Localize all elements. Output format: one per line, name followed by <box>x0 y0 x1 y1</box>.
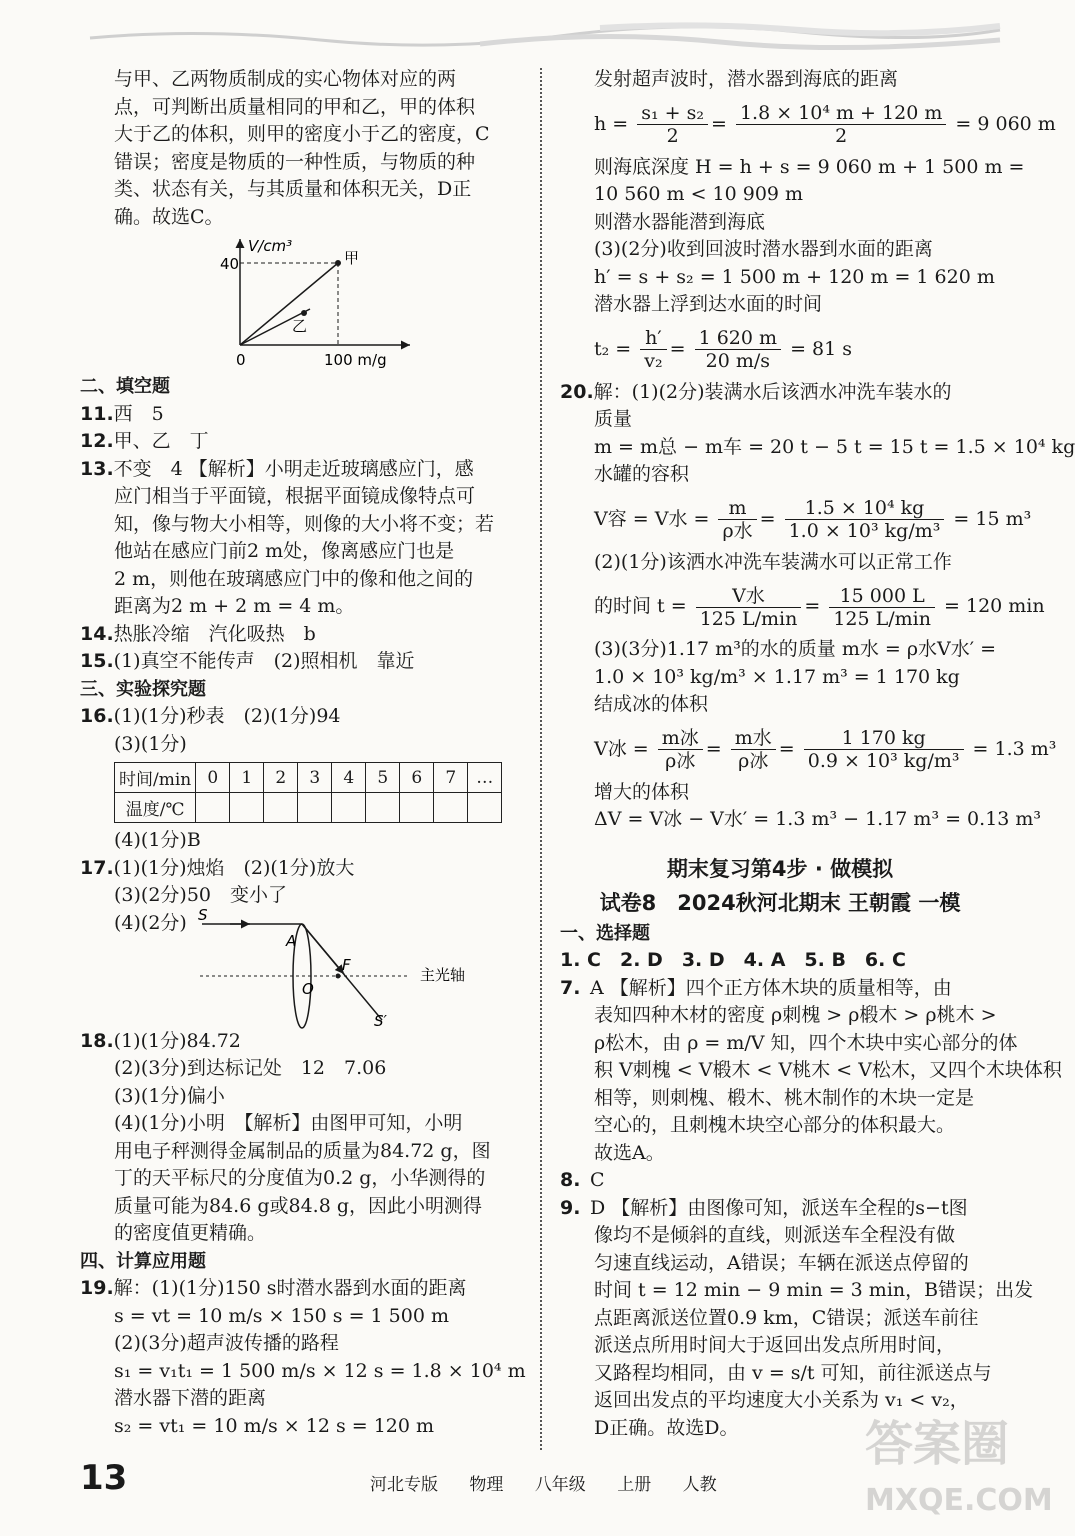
fraction-denominator: ρ冰 <box>665 750 696 772</box>
q7-line: 故选A。 <box>594 1141 665 1164</box>
table-cell <box>468 793 502 823</box>
footer-info <box>370 1470 743 1495</box>
q20-line: 水罐的容积 <box>594 463 690 485</box>
q19-line: s₁ = v₁t₁ = 1 500 m/s × 12 s = 1.8 × 10⁴ m <box>114 1359 526 1382</box>
fraction <box>695 327 781 372</box>
q20-line: (2)(1分)该洒水冲洗车装满水可以正常工作 <box>594 550 952 573</box>
q20-line: 质量 <box>594 408 633 430</box>
q11-number: 11. <box>80 402 114 425</box>
q7-number: 7. <box>560 976 581 999</box>
q13-line: 他站在感应门前2 m处，像离感应门也是 <box>114 540 455 562</box>
q20-line: 1.0 × 10³ kg/m³ × 1.17 m³ = 1 170 kg <box>594 665 960 688</box>
q20-line: m = m总 − m车 = 20 t − 5 t = 15 t = 1.5 × 10⁴ kg <box>594 435 1075 458</box>
q9-line: 派送点所用时间大于返回出发点所用时间， <box>594 1334 956 1356</box>
q14-number: 14. <box>80 622 114 645</box>
formula-rhs: = 15 m³ <box>953 507 1032 530</box>
q19-cont-line: h′ = s + s₂ = 1 500 m + 120 m = 1 620 m <box>594 265 995 288</box>
fraction <box>640 327 666 372</box>
top-decoration <box>0 0 1047 60</box>
footer-volume: 上册 <box>617 1475 652 1495</box>
q9-number: 9. <box>560 1196 581 1219</box>
fraction <box>658 727 703 772</box>
formula-volume: V容 = V水 = $\frac{m}{\text{ρ水}}$ = $\frac{\text{1.5 × 10⁴ kg}}{\text{1.0 × 10³ kg/m³}}$ = 15 m³ <box>594 497 1032 542</box>
fraction-numerator: m <box>718 497 756 520</box>
q13-line: 2 m，则他在玻璃感应门中的像和他之间的 <box>114 567 474 590</box>
q16-line: (4)(1分)B <box>114 829 201 851</box>
q7-line: 积 V刺槐 < V椴木 < V桃木 < V松木，又四个木块体积 <box>594 1059 1062 1081</box>
q18-line: (4)(1分)小明 【解析】由图甲可知，小明 <box>114 1112 463 1134</box>
table-cell: 7 <box>434 763 468 793</box>
q11-answer: 西 5 <box>113 402 164 425</box>
q7-line: 空心的，且刺槐木块空心部分的体积最大。 <box>594 1114 956 1136</box>
section-title-choice: 一、选择题 <box>560 922 650 944</box>
formula-time: t₂ = $\frac{h'}{\text{v₂}}$ = $\frac{1 620 m}{20 m/s}$ = 81 s <box>594 327 853 372</box>
q20-line: 增大的体积 <box>594 780 690 803</box>
left-column <box>80 66 526 1440</box>
q19-number: 19. <box>80 1277 114 1299</box>
q13-line: 不变 4 【解析】小明走近玻璃感应门，感 <box>113 457 474 480</box>
formula-lhs: V冰 = <box>594 737 649 760</box>
formula-rhs: = 120 min <box>944 595 1045 617</box>
q19-line: s₂ = vt₁ = 10 m/s × 12 s = 120 m <box>114 1414 435 1437</box>
fraction-numerator: m冰 <box>658 727 703 750</box>
q9-line: D正确。故选D。 <box>594 1416 739 1439</box>
q19-cont-line: (3)(2分)收到回波时潜水器到水面的距离 <box>594 238 933 260</box>
q7-line: ρ松木，由 ρ = m/V 知，四个木块中实心部分的体 <box>594 1031 1018 1054</box>
table-cell: 5 <box>366 763 400 793</box>
q20-number: 20. <box>560 380 594 403</box>
fraction-denominator: 20 m/s <box>705 350 771 372</box>
fraction <box>731 727 776 772</box>
graph-ytick: 40 <box>220 255 240 273</box>
diagram-label-s: S <box>198 905 208 924</box>
fraction <box>829 585 935 630</box>
q20-line: 结成冰的体积 <box>594 693 709 715</box>
q16-number: 16. <box>80 705 114 727</box>
table-cell: 3 <box>298 763 332 793</box>
fraction-numerator: 15 000 L <box>829 585 935 608</box>
q16-line: (3)(1分) <box>114 732 187 755</box>
fraction-numerator: 1.8 × 10⁴ m + 120 m <box>736 102 946 125</box>
diagram-label-o: O <box>302 979 314 998</box>
q18-line: 质量可能为84.6 g或84.8 g，因此小明测得 <box>114 1194 483 1217</box>
watermark-url: MXQE.COM <box>865 1483 1053 1518</box>
fraction-numerator: h′ <box>640 327 666 350</box>
mc-answers: 1. C 2. D 3. D 4. A 5. B 6. C <box>560 949 906 971</box>
graph-origin: 0 <box>236 351 246 369</box>
fraction <box>637 102 708 147</box>
section-title-calculation: 四、计算应用题 <box>80 1250 206 1272</box>
page-number: 13 <box>80 1458 128 1498</box>
q17-line: (1)(1分)烛焰 (2)(1分)放大 <box>113 856 355 879</box>
fraction <box>804 727 964 772</box>
fraction-numerator: m水 <box>731 727 776 750</box>
q19-cont-line: 发射超声波时，潜水器到海底的距离 <box>594 68 899 90</box>
graph-xlabel: 100 m/g <box>324 351 387 369</box>
q19-cont-line: 则海底深度 H = h + s = 9 060 m + 1 500 m = <box>594 155 1025 178</box>
q13-line: 知，像与物大小相等，则像的大小将不变；若 <box>114 512 495 535</box>
table-cell <box>196 793 230 823</box>
intro-line: 确。故选C。 <box>114 205 224 228</box>
q19-line: 解：(1)(1分)150 s时潜水器到水面的距离 <box>113 1277 467 1299</box>
q17-number: 17. <box>80 856 114 879</box>
q18-line: (3)(1分)偏小 <box>114 1084 225 1107</box>
graph-label-yi: 乙 <box>292 317 308 335</box>
q12-number: 12. <box>80 430 114 452</box>
q18-number: 18. <box>80 1029 114 1052</box>
fraction-denominator: v₂ <box>644 350 663 372</box>
watermark-text: 答案圈 <box>865 1416 1010 1472</box>
q18-line: 的密度值更精确。 <box>114 1222 267 1244</box>
diagram-label-a: A <box>286 931 297 950</box>
fraction <box>718 497 756 542</box>
formula-work-time: 的时间 t = $\frac{\text{V水}}{125 L/\min}$ = $\frac{15 000 L}{125 L/\min}$ = 120 min <box>594 584 1045 630</box>
formula-lhs: V容 = V水 = <box>594 507 710 530</box>
q15-number: 15. <box>80 650 114 672</box>
intro-line: 类、状态有关，与其质量和体积无关，D正 <box>114 178 472 200</box>
formula-lhs: t₂ = <box>594 337 632 360</box>
q17-line: (3)(2分)50 变小了 <box>114 884 288 906</box>
table-cell: … <box>468 763 502 793</box>
formula-lhs: 的时间 t = <box>594 595 687 617</box>
q18-line: 丁的天平标尺的分度值为0.2 g，小华测得的 <box>114 1167 486 1189</box>
graph-label-jia: 甲 <box>344 249 360 267</box>
q16-line: (1)(1分)秒表 (2)(1分)94 <box>113 705 341 727</box>
fraction-numerator: 1 170 kg <box>804 727 964 750</box>
fraction-numerator: 1.5 × 10⁴ kg <box>785 497 945 520</box>
right-column <box>560 66 1075 1442</box>
formula-lhs: h = <box>594 112 629 135</box>
table-cell: 2 <box>264 763 298 793</box>
fraction-denominator: 125 L/min <box>699 607 798 630</box>
fraction-denominator: 0.9 × 10³ kg/m³ <box>807 750 960 772</box>
q7-line: 相等，则刺槐、椴木、桃木制作的木块一定是 <box>594 1086 975 1109</box>
fraction-numerator: V水 <box>696 585 802 608</box>
q18-line: 用电子秤测得金属制品的质量为84.72 g，图 <box>114 1139 491 1162</box>
lens-diagram <box>80 905 500 1030</box>
data-table <box>114 762 502 823</box>
q19-cont-line: 10 560 m < 10 909 m <box>594 183 804 205</box>
q9-line: 又路程均相同，由 v = s/t 可知，前往派送点与 <box>594 1361 992 1384</box>
table-cell <box>434 793 468 823</box>
graph-ylabel: V/cm³ <box>248 237 293 255</box>
formula-rhs: = 1.3 m³ <box>972 737 1057 760</box>
fraction-denominator: ρ水 <box>722 520 753 542</box>
q8-number: 8. <box>560 1169 581 1191</box>
table-cell <box>400 793 434 823</box>
chapter-heading: 期末复习第4步 · 做模拟 <box>666 856 894 881</box>
q20-line: 解：(1)(2分)装满水后该洒水冲洗车装水的 <box>593 380 952 403</box>
q13-line: 距离为2 m + 2 m = 4 m。 <box>114 595 355 617</box>
fraction-numerator: s₁ + s₂ <box>637 102 708 125</box>
diagram-label-s-prime: S′ <box>374 1011 387 1030</box>
q19-line: (2)(3分)超声波传播的路程 <box>114 1332 339 1354</box>
fraction-denominator: 1.0 × 10³ kg/m³ <box>788 520 941 542</box>
q9-line: 点距离派送位置0.9 km，C错误；派送车前往 <box>594 1306 979 1329</box>
table-cell: 0 <box>196 763 230 793</box>
q13-number: 13. <box>80 457 114 480</box>
footer-grade: 八年级 <box>534 1475 586 1495</box>
q18-line: (1)(1分)84.72 <box>113 1029 241 1052</box>
watermark-logo <box>855 1400 1053 1530</box>
table-cell: 温度/℃ <box>115 793 196 823</box>
table-row <box>115 763 502 793</box>
q19-line: 潜水器下潜的距离 <box>114 1387 267 1409</box>
table-cell: 时间/min <box>115 763 196 793</box>
diagram-label-f: F <box>342 955 351 974</box>
table-cell <box>230 793 264 823</box>
table-cell <box>332 793 366 823</box>
formula-rhs: = 81 s <box>790 337 853 360</box>
table-cell <box>298 793 332 823</box>
fraction <box>696 585 802 630</box>
q7-line: 表知四种木材的密度 ρ刺槐 > ρ椴木 > ρ桃木 > <box>594 1004 997 1026</box>
q8-answer: C <box>590 1169 605 1191</box>
q20-line: (3)(3分)1.17 m³的水的质量 m水 = ρ水V水′ = <box>594 638 997 660</box>
table-cell: 4 <box>332 763 366 793</box>
fraction-numerator: 1 620 m <box>695 327 781 350</box>
q19-line: s = vt = 10 m/s × 150 s = 1 500 m <box>114 1304 450 1327</box>
q7-line: A 【解析】四个正方体木块的质量相等，由 <box>590 976 952 999</box>
table-cell <box>366 793 400 823</box>
footer-subject: 物理 <box>469 1475 504 1495</box>
volume-mass-graph <box>80 233 520 373</box>
table-cell: 1 <box>230 763 264 793</box>
column-divider <box>540 68 542 1450</box>
q14-answer: 热胀冷缩 汽化吸热 b <box>113 622 316 645</box>
q18-line: (2)(3分)到达标记处 12 7.06 <box>114 1057 387 1079</box>
formula-depth: h = $\frac{\text{s₁ + s₂}}{2}$ = $\frac{\text{1.8 × 10⁴ m + 120 m}}{2}$ = 9 060 m <box>594 102 1056 147</box>
footer-edition: 河北专版 <box>370 1475 438 1495</box>
table-row <box>115 793 502 823</box>
intro-line: 与甲、乙两物质制成的实心物体对应的两 <box>114 68 457 90</box>
footer-publisher: 人教 <box>682 1475 717 1495</box>
q9-line: D 【解析】由图像可知，派送车全程的s−t图 <box>590 1196 968 1219</box>
q9-line: 时间 t = 12 min − 9 min = 3 min，B错误；出发 <box>594 1279 1034 1301</box>
q19-cont-line: 则潜水器能潜到海底 <box>594 210 766 233</box>
fraction-denominator: 125 L/min <box>833 607 931 630</box>
q20-line: ΔV = V冰 − V水′ = 1.3 m³ − 1.17 m³ = 0.13 m³ <box>594 808 1042 830</box>
fraction-denominator: ρ冰 <box>738 750 769 772</box>
table-cell <box>264 793 298 823</box>
fraction-denominator: 2 <box>835 125 848 147</box>
q17-line: (4)(2分) <box>114 911 187 934</box>
fraction-denominator: 2 <box>666 125 679 147</box>
fraction <box>785 497 945 542</box>
q9-line: 返回出发点的平均速度大小关系为 v₁ < v₂， <box>594 1389 969 1411</box>
q15-answer: (1)真空不能传声 (2)照相机 靠近 <box>113 650 415 672</box>
q12-answer: 甲、乙 丁 <box>113 430 209 452</box>
intro-line: 大于乙的体积，则甲的密度小于乙的密度，C <box>114 123 490 145</box>
formula-rhs: = 9 060 m <box>955 112 1056 135</box>
q9-line: 像均不是倾斜的直线，则派送车全程没有做 <box>594 1224 956 1246</box>
section-title-fill-in: 二、填空题 <box>80 376 170 397</box>
table-cell: 6 <box>400 763 434 793</box>
section-title-experiment: 三、实验探究题 <box>80 678 206 700</box>
q13-line: 应门相当于平面镜，根据平面镜成像特点可 <box>114 485 476 507</box>
q9-line: 匀速直线运动，A错误；车辆在派送点停留的 <box>594 1251 969 1274</box>
q19-cont-line: 潜水器上浮到达水面的时间 <box>594 293 823 315</box>
intro-line: 点，可判断出质量相同的甲和乙，甲的体积 <box>114 95 476 118</box>
paper-heading: 试卷8 2024秋河北期末 王朝霞 一模 <box>599 890 961 915</box>
diagram-axis-label: 主光轴 <box>420 965 466 984</box>
fraction <box>736 102 946 147</box>
intro-line: 错误；密度是物质的一种性质，与物质的种 <box>114 150 476 173</box>
formula-ice-volume: V冰 = $\frac{\text{m冰}}{\text{ρ冰}}$ = $\frac{\text{m水}}{\text{ρ冰}}$ = $\frac{1 170 kg}{\text{0.9 × 10³ kg/m³}}$ = 1.3 m³ <box>594 727 1057 772</box>
